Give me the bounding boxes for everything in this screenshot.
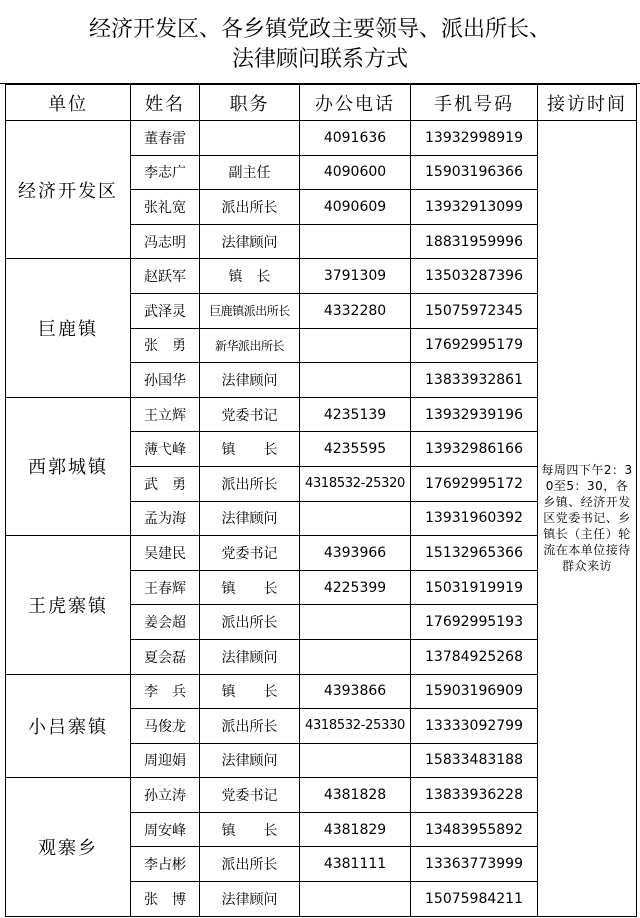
name-cell: 孙立涛 [131,778,200,813]
role-cell: 镇 长 [200,259,300,294]
role-cell: 党委书记 [200,536,300,571]
office-phone-cell: 4090600 [300,155,411,190]
mobile-cell: 15075984211 [411,882,538,917]
document-title [0,0,640,84]
name-cell: 吴建民 [131,536,200,571]
office-phone-cell: 4225399 [300,570,411,605]
office-phone-cell: 4235139 [300,397,411,432]
mobile-cell: 13503287396 [411,259,538,294]
role-cell: 派出所长 [200,709,300,744]
office-phone-cell: 4235595 [300,432,411,467]
unit-cell: 经济开发区 [6,121,131,259]
office-phone-cell [300,363,411,398]
name-cell: 王春辉 [131,570,200,605]
name-cell: 王立辉 [131,397,200,432]
office-phone-cell: 4381111 [300,847,411,882]
mobile-cell: 13483955892 [411,812,538,847]
role-cell: 派出所长 [200,605,300,640]
role-cell: 法律顾问 [200,363,300,398]
mobile-cell: 15132965366 [411,536,538,571]
mobile-cell: 13932986166 [411,432,538,467]
office-phone-cell: 4393966 [300,536,411,571]
mobile-cell: 13932913099 [411,190,538,225]
table-row [6,121,637,156]
mobile-cell: 15903196909 [411,674,538,709]
header-office-phone: 办公电话 [300,85,411,121]
office-phone-cell: 4381828 [300,778,411,813]
mobile-cell: 15075972345 [411,293,538,328]
name-cell: 董春雷 [131,121,200,156]
title-line-1: 经济开发区、各乡镇党政主要领导、派出所长、 [88,17,551,42]
mobile-cell: 13363773999 [411,847,538,882]
name-cell: 周迎娟 [131,743,200,778]
name-cell: 赵跃军 [131,259,200,294]
office-phone-cell: 3791309 [300,259,411,294]
mobile-cell: 13784925268 [411,639,538,674]
role-cell: 镇 长 [200,674,300,709]
table-body [6,121,637,917]
role-cell: 党委书记 [200,778,300,813]
header-visit-time: 接访时间 [538,85,637,121]
office-phone-cell [300,882,411,917]
header-role: 职务 [200,85,300,121]
mobile-cell: 13833932861 [411,363,538,398]
unit-cell: 巨鹿镇 [6,259,131,397]
visit-time-note [538,121,637,917]
header-row [6,85,637,121]
name-cell: 夏会磊 [131,639,200,674]
name-cell: 张 勇 [131,328,200,363]
mobile-cell: 17692995172 [411,466,538,501]
name-cell: 马俊龙 [131,709,200,744]
office-phone-cell: 4318532-25330 [300,709,411,744]
role-cell [200,121,300,156]
name-cell: 周安峰 [131,812,200,847]
mobile-cell: 15903196366 [411,155,538,190]
role-cell: 法律顾问 [200,639,300,674]
title-line-2: 法律顾问联系方式 [231,47,408,72]
office-phone-cell: 4393866 [300,674,411,709]
mobile-cell: 13333092799 [411,709,538,744]
role-cell: 副主任 [200,155,300,190]
name-cell: 李占彬 [131,847,200,882]
mobile-cell: 18831959996 [411,224,538,259]
role-cell: 法律顾问 [200,501,300,536]
mobile-cell: 13932939196 [411,397,538,432]
name-cell: 薄弋峰 [131,432,200,467]
role-cell: 巨鹿镇派出所长 [200,293,300,328]
role-cell: 派出所长 [200,466,300,501]
role-cell: 法律顾问 [200,224,300,259]
header-name: 姓名 [131,85,200,121]
mobile-cell: 15031919919 [411,570,538,605]
name-cell: 姜会超 [131,605,200,640]
unit-cell: 小吕寨镇 [6,674,131,778]
role-cell: 派出所长 [200,190,300,225]
mobile-cell: 13931960392 [411,501,538,536]
name-cell: 孙国华 [131,363,200,398]
name-cell: 冯志明 [131,224,200,259]
contact-table [5,84,637,917]
office-phone-cell [300,639,411,674]
office-phone-cell: 4381829 [300,812,411,847]
office-phone-cell [300,743,411,778]
role-cell: 新华派出所长 [200,328,300,363]
office-phone-cell: 4332280 [300,293,411,328]
header-mobile: 手机号码 [411,85,538,121]
mobile-cell: 17692995179 [411,328,538,363]
name-cell: 李 兵 [131,674,200,709]
mobile-cell: 15833483188 [411,743,538,778]
office-phone-cell [300,224,411,259]
unit-cell: 王虎寨镇 [6,536,131,674]
header-unit: 单位 [6,85,131,121]
role-cell: 法律顾问 [200,743,300,778]
unit-cell: 观寨乡 [6,778,131,916]
name-cell: 李志广 [131,155,200,190]
role-cell: 镇 长 [200,432,300,467]
name-cell: 武 勇 [131,466,200,501]
name-cell: 孟为海 [131,501,200,536]
unit-cell: 西郭城镇 [6,397,131,535]
office-phone-cell: 4318532-25320 [300,466,411,501]
mobile-cell: 17692995193 [411,605,538,640]
name-cell: 张 博 [131,882,200,917]
office-phone-cell [300,328,411,363]
office-phone-cell: 4090609 [300,190,411,225]
role-cell: 镇 长 [200,570,300,605]
role-cell: 党委书记 [200,397,300,432]
name-cell: 张礼宽 [131,190,200,225]
visit-time-text: 每周四下午2：30至5：30，各乡镇、经济开发区党委书记、乡镇长（主任）轮流在本单位接待群众来访 [541,463,633,574]
office-phone-cell [300,501,411,536]
mobile-cell: 13932998919 [411,121,538,156]
role-cell: 镇 长 [200,812,300,847]
office-phone-cell: 4091636 [300,121,411,156]
role-cell: 法律顾问 [200,882,300,917]
role-cell: 派出所长 [200,847,300,882]
office-phone-cell [300,605,411,640]
mobile-cell: 13833936228 [411,778,538,813]
name-cell: 武泽灵 [131,293,200,328]
